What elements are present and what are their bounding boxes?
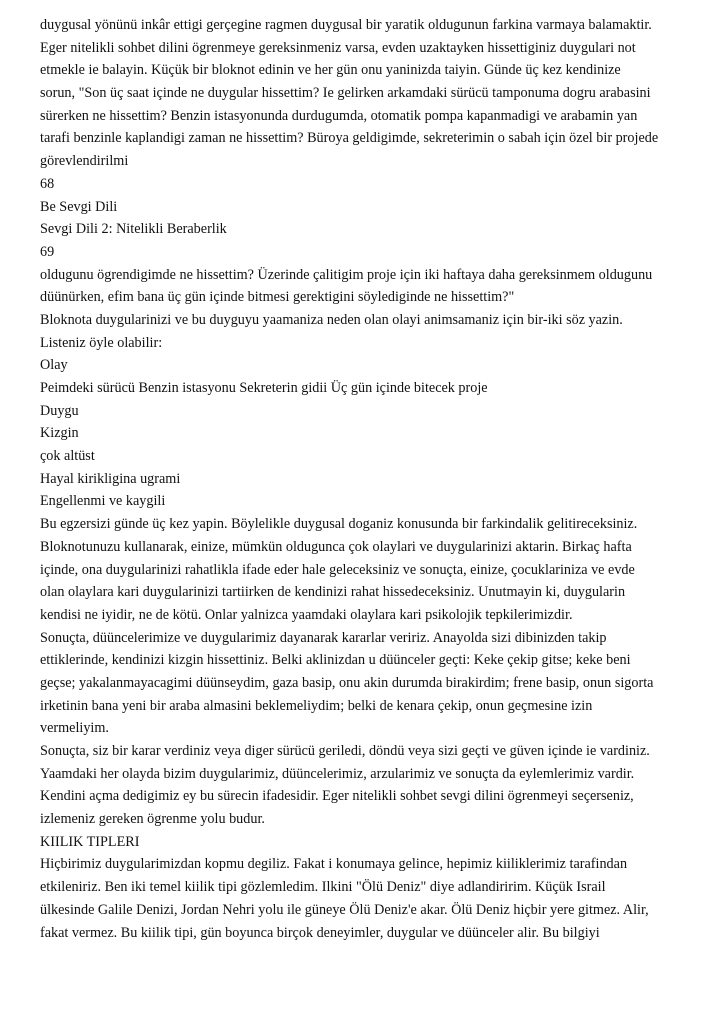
text-line: Hiçbirimiz duygularimizdan kopmu degiliz. Fakat i konumaya gelince, hepimiz kiiliklerimiz tarafindan bbox=[40, 856, 628, 873]
text-line: Bu egzersizi günde üç kez yapin. Böylelikle duygusal doganiz konusunda bir farkindalik gelitireceksiniz. bbox=[40, 516, 638, 533]
text-line: düünürken, efim bana üç gün içinde bitmesi gerektigini söylediginde ne hissettim?" bbox=[40, 289, 515, 306]
text-line: tarafi benzinle kaplandigi zaman ne hissettim? Büroya geldigimde, sekreterimin o sabah için özel bir projede bbox=[40, 130, 659, 147]
text-line: ettiklerinde, kendinizi kizgin hissettiniz. Belki aklinizdan u düünceler geçti: Keke çekip gitse; keke beni bbox=[40, 652, 631, 669]
text-line: etmekle ie balayin. Küçük bir bloknot edinin ve her gün onu yaninizda taiyin. Günde üç kez kendinize bbox=[40, 62, 621, 79]
list-heading: Duygu bbox=[40, 402, 79, 419]
list-heading: Olay bbox=[40, 357, 68, 374]
text-line: Sonuçta, düüncelerimize ve duygularimiz dayanarak kararlar veririz. Anayolda sizi dibinizden takip bbox=[40, 629, 607, 646]
list-item: Kizgin bbox=[40, 425, 79, 442]
text-line: Listeniz öyle olabilir: bbox=[40, 334, 163, 351]
list-item: Peimdeki sürücü Benzin istasyonu Sekreterin gidii Üç gün içinde bitecek proje bbox=[40, 380, 488, 396]
text-line: içinde, ona duygularinizi rahatlikla ifade eder hale geleceksiniz ve sonuçta, einize, çocuklariniza ve evde bbox=[40, 561, 635, 578]
section-heading: KIILIK TIPLERI bbox=[40, 833, 140, 850]
list-item: Engellenmi ve kaygili bbox=[40, 493, 166, 510]
page-number: 68 bbox=[40, 175, 55, 192]
text-line: geçse; yakalanmayacagimi düünseydim, gaza basip, onu akin durumda birakirdim; frene basip, onun sigorta bbox=[40, 674, 654, 691]
document-page bbox=[40, 14, 694, 944]
text-line: duygusal yönünü inkâr ettigi gerçegine ragmen duygusal bir yaratik oldugunun farkina varmaya balamaktir. bbox=[40, 17, 652, 33]
text-line: olan olaylara kari duygularinizi tartiirken de kendinizi rahat hissedeceksiniz. Unutmayin ki, duygularin bbox=[40, 584, 626, 601]
text-line: vermeliyim. bbox=[40, 720, 109, 737]
running-header: Be Sevgi Dili bbox=[40, 198, 118, 215]
text-line: oldugunu ögrendigimde ne hissettim? Üzerinde çalitigim proje için iki haftaya daha gereksinmem oldugunu bbox=[40, 266, 653, 283]
list-item: Hayal kirikligina ugrami bbox=[40, 470, 181, 487]
text-line: görevlendirilmi bbox=[40, 153, 129, 170]
text-line: izlemeniz gereken ögrenme yolu budur. bbox=[40, 811, 265, 828]
text-line: sorun, "Son üç saat içinde ne duygular hissettim? Ie gelirken arkamdaki sürücü tamponuma dogru arabasini bbox=[40, 85, 651, 102]
text-line: fakat vermez. Bu kiilik tipi, gün boyunca birçok deneyimler, duygular ve düünceler alir. Bu bilgiyi bbox=[40, 924, 600, 941]
text-line: Sonuçta, siz bir karar verdiniz veya diger sürücü geriledi, döndü veya sizi geçti ve güven içinde ie vardiniz. bbox=[40, 743, 650, 759]
page-number: 69 bbox=[40, 243, 55, 260]
list-item: çok altüst bbox=[40, 448, 95, 465]
text-line: Eger nitelikli sohbet dilini ögrenmeye gereksinmeniz varsa, evden uzaktayken hissettiginiz duygulari not bbox=[40, 39, 636, 56]
text-line: Yaamdaki her olayda bizim duygularimiz, düüncelerimiz, arzularimiz ve sonuçta da eylemlerimiz vardir. bbox=[40, 765, 635, 782]
text-line: etkileniriz. Ben iki temel kiilik tipi gözlemledim. Ilkini "Ölü Deniz" diye adlandiririm. Küçük Israil bbox=[40, 879, 606, 896]
text-line: irketinin bana yeni bir araba almasini beklemeliydim; belki de kenara çekip, onun geçmesine izin bbox=[40, 697, 593, 714]
text-line: Bloknota duygularinizi ve bu duyguyu yaamaniza neden olan olayi animsamaniz için bir-iki söz yazin. bbox=[40, 311, 623, 328]
text-line: kendisi ne iyidir, ne de kötü. Onlar yalnizca yaamdaki olaylara kari psikolojik tepkilerimizdir. bbox=[40, 606, 573, 623]
text-line: ülkesinde Galile Denizi, Jordan Nehri yolu ile güneye Ölü Deniz'e akar. Ölü Deniz hiçbir yere gitmez. Alir, bbox=[40, 901, 649, 918]
text-line: sürerken ne hissettim? Benzin istasyonunda durdugumda, otomatik pompa kapanmadigi ve arabamin yan bbox=[40, 107, 638, 124]
text-line: Kendini açma dedigimiz ey bu sürecin ifadesidir. Eger nitelikli sohbet sevgi dilini ögrenmeyi seçerseniz, bbox=[40, 788, 634, 805]
text-line: Bloknotunuzu kullanarak, einize, mümkün oldugunca çok olaylari ve duygularinizi aktarin. Birkaç hafta bbox=[40, 538, 632, 555]
chapter-header: Sevgi Dili 2: Nitelikli Beraberlik bbox=[40, 221, 227, 238]
